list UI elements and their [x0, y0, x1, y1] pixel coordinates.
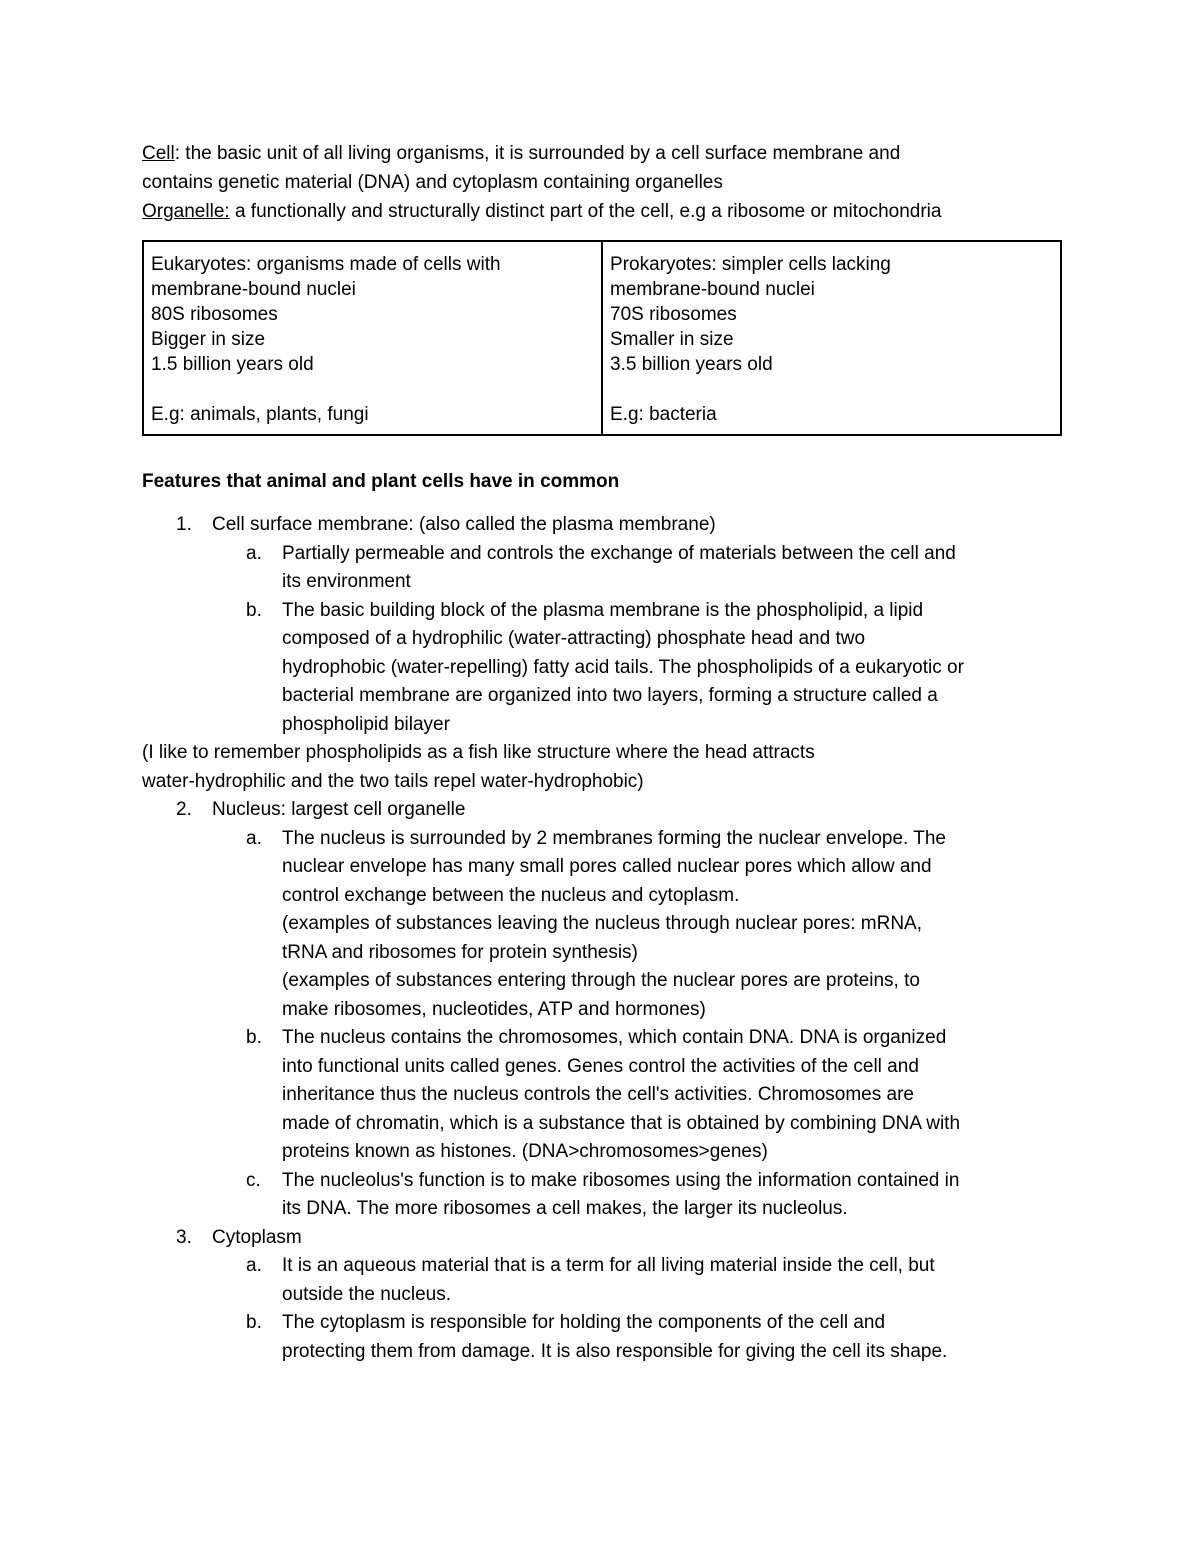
prokaryotes-line: 70S ribosomes: [610, 304, 737, 325]
sub-item-letter: b.: [246, 1027, 262, 1048]
eukaryotes-line: 80S ribosomes: [151, 304, 278, 325]
cell-term: Cell: [142, 143, 175, 164]
eukaryotes-line: Bigger in size: [151, 329, 266, 350]
sub-item: [142, 1309, 1062, 1366]
sub-item-line: made of chromatin, which is a substance that is obtained by combining DNA with: [282, 1112, 961, 1134]
sub-item-line: bacterial membrane are organized into two layers, forming a structure called a: [282, 685, 938, 706]
sub-item-line: nuclear envelope has many small pores called nuclear pores which allow and: [282, 856, 932, 877]
sub-item-line: tRNA and ribosomes for protein synthesis): [282, 941, 638, 963]
prokaryotes-line: Prokaryotes: simpler cells lacking: [610, 254, 891, 275]
prokaryotes-line: 3.5 billion years old: [610, 354, 773, 375]
sub-item: [142, 1252, 1062, 1309]
list-item-cell-membrane: [142, 511, 1062, 540]
eukaryotes-line: 1.5 billion years old: [151, 354, 314, 375]
sub-item-line: outside the nucleus.: [282, 1283, 452, 1305]
eukaryotes-cell: [143, 241, 602, 435]
spacer: [610, 377, 1053, 402]
sub-item-line: The cytoplasm is responsible for holding the components of the cell and: [282, 1312, 886, 1333]
sub-item-letter: b.: [246, 1312, 262, 1333]
eukaryote-prokaryote-table: [142, 240, 1062, 436]
eukaryotes-line: Eukaryotes: organisms made of cells with: [151, 254, 501, 275]
sub-item-line: composed of a hydrophilic (water-attracting) phosphate head and two: [282, 628, 866, 649]
sub-item-line: The nucleus is surrounded by 2 membranes forming the nuclear envelope. The: [282, 827, 946, 849]
spacer: [151, 377, 594, 402]
list-item-title: Nucleus: largest cell organelle: [212, 799, 466, 820]
list-number: 3.: [176, 1226, 192, 1248]
list-number: 2.: [176, 799, 192, 820]
note-line: (I like to remember phospholipids as a fish like structure where the head attracts: [142, 742, 815, 763]
sub-item-letter: c.: [246, 1169, 261, 1191]
sub-item-letter: a.: [246, 827, 262, 849]
cell-definition-text: : the basic unit of all living organisms, it is surrounded by a cell surface membrane and: [174, 143, 901, 164]
sub-item: [142, 825, 1062, 1025]
phospholipid-note: [142, 739, 1062, 796]
sub-item-line: (examples of substances entering through the nuclear pores are proteins, to: [282, 970, 920, 991]
prokaryotes-cell: [602, 241, 1061, 435]
sub-item: [142, 1167, 1062, 1224]
sub-item-line: its environment: [282, 571, 411, 592]
section-heading: Features that animal and plant cells have in common: [142, 471, 620, 492]
cell-definition: [142, 139, 1062, 168]
organelle-definition-text: a functionally and structurally distinct part of the cell, e.g a ribosome or mitochondria: [229, 201, 942, 222]
sub-item: [142, 597, 1062, 740]
sub-item-line: into functional units called genes. Genes control the activities of the cell and: [282, 1055, 919, 1077]
features-list: [142, 511, 1062, 1366]
sub-item-letter: b.: [246, 599, 262, 621]
list-item-nucleus: [142, 796, 1062, 825]
table-row: [143, 241, 1061, 435]
eukaryotes-line: E.g: animals, plants, fungi: [151, 404, 369, 425]
organelle-definition: [142, 197, 1062, 226]
prokaryotes-line: Smaller in size: [610, 329, 734, 350]
sub-item-line: The nucleus contains the chromosomes, which contain DNA. DNA is organized: [282, 1027, 947, 1048]
sub-item-line: The basic building block of the plasma membrane is the phospholipid, a lipid: [282, 599, 924, 621]
prokaryotes-line: E.g: bacteria: [610, 404, 717, 425]
organelle-term: Organelle:: [142, 201, 230, 222]
sub-item-line: make ribosomes, nucleotides, ATP and hormones): [282, 998, 706, 1020]
sub-item-line: control exchange between the nucleus and cytoplasm.: [282, 884, 740, 906]
sub-item-line: hydrophobic (water-repelling) fatty acid tails. The phospholipids of a eukaryotic or: [282, 656, 964, 678]
sub-item: [142, 1024, 1062, 1167]
cell-definition-line2: contains genetic material (DNA) and cytoplasm containing organelles: [142, 172, 723, 193]
note-line: water-hydrophilic and the two tails repel water-hydrophobic): [142, 770, 644, 792]
sub-item-line: proteins known as histones. (DNA>chromosomes>genes): [282, 1141, 768, 1162]
eukaryotes-line: membrane-bound nuclei: [151, 279, 356, 300]
list-number: 1.: [176, 514, 192, 535]
sub-item-line: phospholipid bilayer: [282, 713, 450, 735]
list-item-cytoplasm: [142, 1224, 1062, 1253]
sub-item: [142, 540, 1062, 597]
sub-item-line: inheritance thus the nucleus controls the cell's activities. Chromosomes are: [282, 1084, 914, 1105]
list-item-title: Cytoplasm: [212, 1226, 302, 1248]
sub-item-line: It is an aqueous material that is a term for all living material inside the cell, but: [282, 1255, 935, 1276]
sub-item-line: Partially permeable and controls the exchange of materials between the cell and: [282, 542, 956, 564]
sub-item-line: protecting them from damage. It is also responsible for giving the cell its shape.: [282, 1340, 948, 1362]
list-item-title: Cell surface membrane: (also called the plasma membrane): [212, 514, 716, 535]
prokaryotes-line: membrane-bound nuclei: [610, 279, 815, 300]
sub-item-letter: a.: [246, 542, 262, 564]
sub-item-line: The nucleolus's function is to make ribosomes using the information contained in: [282, 1169, 960, 1191]
document-page: [142, 139, 1062, 1366]
sub-item-letter: a.: [246, 1255, 262, 1276]
sub-item-line: its DNA. The more ribosomes a cell makes, the larger its nucleolus.: [282, 1198, 848, 1219]
sub-item-line: (examples of substances leaving the nucleus through nuclear pores: mRNA,: [282, 913, 923, 934]
